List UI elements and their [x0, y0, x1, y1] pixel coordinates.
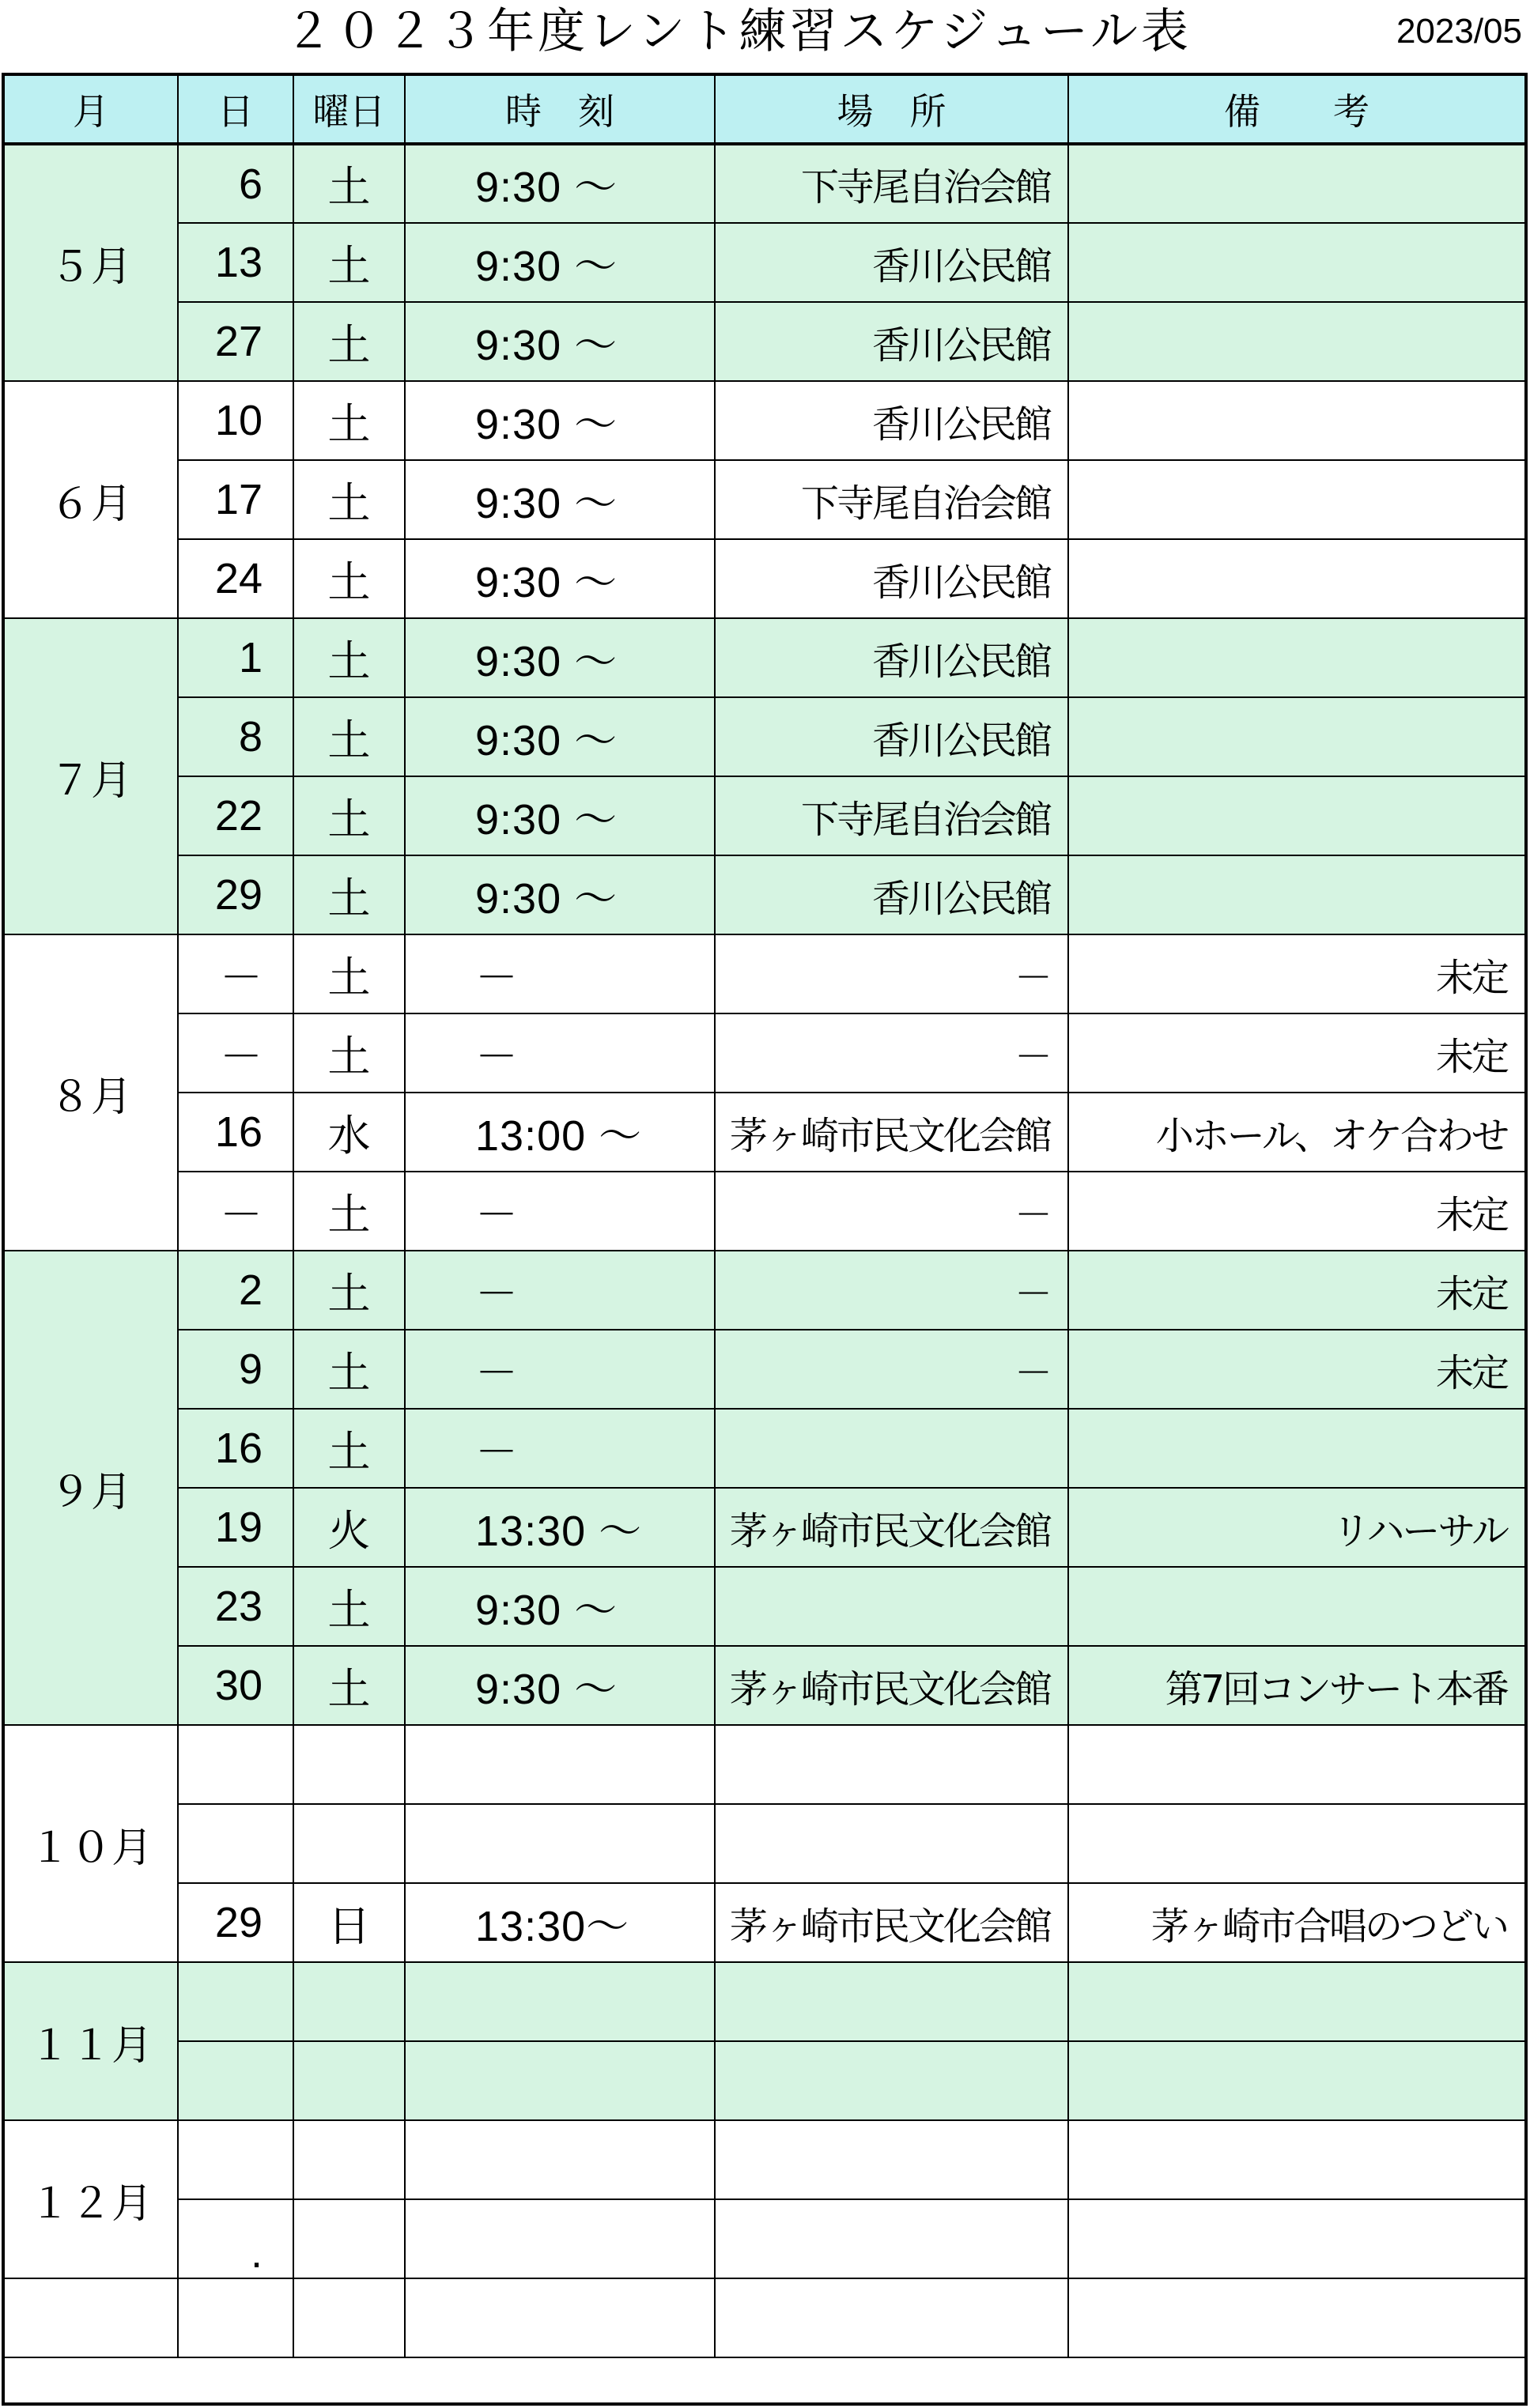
weekday-cell: 土: [293, 144, 405, 223]
note-cell: 小ホール、オケ合わせ: [1068, 1093, 1524, 1172]
venue-cell: 香川公民館: [715, 697, 1068, 776]
table-row: [5, 1883, 1524, 1962]
day-cell: .: [178, 2199, 293, 2278]
table-row: [5, 2120, 1524, 2199]
day-cell: 22: [178, 776, 293, 855]
month-label: ５月: [5, 144, 178, 381]
empty-cell: [5, 2278, 178, 2357]
time-cell: －: [405, 1409, 715, 1488]
time-cell: [405, 2120, 715, 2199]
month-label: １２月: [5, 2120, 178, 2278]
column-header-day: 日: [178, 76, 293, 144]
venue-cell: －: [715, 1251, 1068, 1330]
time-cell: 13:30 ～: [405, 1488, 715, 1567]
time-cell: [405, 1804, 715, 1883]
page-title: ２０２３年度レント練習スケジュール表: [285, 4, 1192, 59]
column-header-month: 月: [5, 76, 178, 144]
weekday-cell: 土: [293, 1567, 405, 1646]
note-cell: 未定: [1068, 1330, 1524, 1409]
venue-cell: 下寺尾自治会館: [715, 460, 1068, 539]
day-cell: 24: [178, 539, 293, 618]
venue-cell: 茅ヶ崎市民文化会館: [715, 1093, 1068, 1172]
day-cell: 17: [178, 460, 293, 539]
note-cell: [1068, 697, 1524, 776]
time-cell: 13:00 ～: [405, 1093, 715, 1172]
weekday-cell: 土: [293, 1409, 405, 1488]
note-cell: 未定: [1068, 1172, 1524, 1251]
day-cell: －: [178, 1013, 293, 1093]
day-cell: [178, 1804, 293, 1883]
time-cell: 9:30 ～: [405, 223, 715, 302]
weekday-cell: [293, 2199, 405, 2278]
venue-cell: [715, 1804, 1068, 1883]
weekday-cell: 日: [293, 1883, 405, 1962]
table-row: [5, 855, 1524, 934]
weekday-cell: [293, 1725, 405, 1804]
table-row: [5, 460, 1524, 539]
table-row: [5, 1013, 1524, 1093]
table-row: [5, 1172, 1524, 1251]
note-cell: [1068, 1804, 1524, 1883]
note-cell: [1068, 2120, 1524, 2199]
note-cell: 第7回コンサート本番: [1068, 1646, 1524, 1725]
note-cell: [1068, 2199, 1524, 2278]
table-row: [5, 1488, 1524, 1567]
table-row: [5, 934, 1524, 1013]
header-row: [5, 76, 1524, 144]
table-row: [5, 1330, 1524, 1409]
note-cell: [1068, 1409, 1524, 1488]
month-label: ７月: [5, 618, 178, 934]
venue-cell: 下寺尾自治会館: [715, 776, 1068, 855]
schedule-body: [5, 144, 1524, 2357]
table-row: [5, 1567, 1524, 1646]
venue-cell: [715, 1962, 1068, 2041]
note-cell: [1068, 460, 1524, 539]
venue-cell: 茅ヶ崎市民文化会館: [715, 1883, 1068, 1962]
document-date: 2023/05: [1396, 12, 1522, 51]
note-cell: [1068, 539, 1524, 618]
weekday-cell: 土: [293, 697, 405, 776]
weekday-cell: 土: [293, 1172, 405, 1251]
venue-cell: [715, 2041, 1068, 2120]
column-header-time: 時 刻: [405, 76, 715, 144]
note-cell: [1068, 776, 1524, 855]
day-cell: 10: [178, 381, 293, 460]
note-cell: リハーサル: [1068, 1488, 1524, 1567]
table-row: [5, 2041, 1524, 2120]
weekday-cell: 土: [293, 1251, 405, 1330]
weekday-cell: 土: [293, 1013, 405, 1093]
empty-cell: [293, 2278, 405, 2357]
time-cell: 9:30 ～: [405, 302, 715, 381]
venue-cell: [715, 1725, 1068, 1804]
weekday-cell: [293, 1804, 405, 1883]
weekday-cell: 土: [293, 460, 405, 539]
table-row: [5, 697, 1524, 776]
day-cell: 16: [178, 1409, 293, 1488]
venue-cell: 香川公民館: [715, 539, 1068, 618]
table-row: [5, 1646, 1524, 1725]
day-cell: [178, 2120, 293, 2199]
note-cell: [1068, 1725, 1524, 1804]
venue-cell: [715, 1409, 1068, 1488]
time-cell: －: [405, 1251, 715, 1330]
venue-cell: －: [715, 1013, 1068, 1093]
weekday-cell: 土: [293, 776, 405, 855]
column-header-notes: 備 考: [1068, 76, 1524, 144]
day-cell: 6: [178, 144, 293, 223]
weekday-cell: 土: [293, 618, 405, 697]
weekday-cell: 土: [293, 223, 405, 302]
empty-cell: [1068, 2278, 1524, 2357]
note-cell: [1068, 302, 1524, 381]
column-header-venue: 場 所: [715, 76, 1068, 144]
venue-cell: [715, 2120, 1068, 2199]
month-label: １０月: [5, 1725, 178, 1962]
table-row: [5, 618, 1524, 697]
time-cell: 9:30 ～: [405, 1567, 715, 1646]
time-cell: 9:30 ～: [405, 855, 715, 934]
table-row: [5, 776, 1524, 855]
weekday-cell: 土: [293, 381, 405, 460]
time-cell: 9:30 ～: [405, 618, 715, 697]
day-cell: 2: [178, 1251, 293, 1330]
time-cell: 9:30 ～: [405, 381, 715, 460]
time-cell: 13:30～: [405, 1883, 715, 1962]
day-cell: 13: [178, 223, 293, 302]
table-row: [5, 1093, 1524, 1172]
weekday-cell: [293, 1962, 405, 2041]
weekday-cell: 土: [293, 1330, 405, 1409]
venue-cell: [715, 1567, 1068, 1646]
day-cell: 16: [178, 1093, 293, 1172]
empty-cell: [178, 2278, 293, 2357]
time-cell: －: [405, 1330, 715, 1409]
table-row: [5, 144, 1524, 223]
note-cell: 未定: [1068, 1251, 1524, 1330]
table-row: [5, 539, 1524, 618]
time-cell: 9:30 ～: [405, 460, 715, 539]
note-cell: 未定: [1068, 934, 1524, 1013]
venue-cell: 下寺尾自治会館: [715, 144, 1068, 223]
month-label: １１月: [5, 1962, 178, 2120]
schedule-frame: [2, 73, 1528, 2406]
time-cell: －: [405, 934, 715, 1013]
note-cell: [1068, 2041, 1524, 2120]
column-header-weekday: 曜日: [293, 76, 405, 144]
note-cell: [1068, 1567, 1524, 1646]
table-row: [5, 223, 1524, 302]
day-cell: [178, 1725, 293, 1804]
weekday-cell: 土: [293, 302, 405, 381]
time-cell: －: [405, 1172, 715, 1251]
weekday-cell: 火: [293, 1488, 405, 1567]
month-label: ６月: [5, 381, 178, 618]
month-label: ９月: [5, 1251, 178, 1725]
weekday-cell: 水: [293, 1093, 405, 1172]
table-row: [5, 1962, 1524, 2041]
weekday-cell: 土: [293, 934, 405, 1013]
day-cell: 23: [178, 1567, 293, 1646]
venue-cell: 茅ヶ崎市民文化会館: [715, 1488, 1068, 1567]
time-cell: [405, 1725, 715, 1804]
day-cell: 8: [178, 697, 293, 776]
table-row: [5, 1725, 1524, 1804]
note-cell: [1068, 381, 1524, 460]
month-label: ８月: [5, 934, 178, 1251]
venue-cell: 香川公民館: [715, 381, 1068, 460]
time-cell: 9:30 ～: [405, 1646, 715, 1725]
day-cell: 27: [178, 302, 293, 381]
day-cell: [178, 2041, 293, 2120]
note-cell: [1068, 1962, 1524, 2041]
day-cell: 19: [178, 1488, 293, 1567]
note-cell: [1068, 144, 1524, 223]
note-cell: [1068, 223, 1524, 302]
schedule-table: [5, 76, 1524, 2358]
table-row: [5, 2199, 1524, 2278]
day-cell: －: [178, 934, 293, 1013]
venue-cell: －: [715, 1172, 1068, 1251]
table-row: [5, 302, 1524, 381]
venue-cell: －: [715, 934, 1068, 1013]
day-cell: 29: [178, 1883, 293, 1962]
time-cell: 9:30 ～: [405, 144, 715, 223]
table-row: [5, 1409, 1524, 1488]
venue-cell: 茅ヶ崎市民文化会館: [715, 1646, 1068, 1725]
note-cell: [1068, 855, 1524, 934]
table-row: [5, 381, 1524, 460]
day-cell: 29: [178, 855, 293, 934]
empty-cell: [405, 2278, 715, 2357]
time-cell: 9:30 ～: [405, 776, 715, 855]
weekday-cell: [293, 2041, 405, 2120]
venue-cell: 香川公民館: [715, 302, 1068, 381]
note-cell: 未定: [1068, 1013, 1524, 1093]
day-cell: 9: [178, 1330, 293, 1409]
note-cell: 茅ヶ崎市合唱のつどい: [1068, 1883, 1524, 1962]
note-cell: [1068, 618, 1524, 697]
venue-cell: 香川公民館: [715, 223, 1068, 302]
weekday-cell: 土: [293, 539, 405, 618]
time-cell: 9:30 ～: [405, 539, 715, 618]
table-row: [5, 1804, 1524, 1883]
weekday-cell: [293, 2120, 405, 2199]
venue-cell: [715, 2199, 1068, 2278]
day-cell: 1: [178, 618, 293, 697]
day-cell: －: [178, 1172, 293, 1251]
time-cell: [405, 1962, 715, 2041]
time-cell: [405, 2199, 715, 2278]
day-cell: [178, 1962, 293, 2041]
venue-cell: －: [715, 1330, 1068, 1409]
empty-cell: [715, 2278, 1068, 2357]
day-cell: 30: [178, 1646, 293, 1725]
weekday-cell: 土: [293, 1646, 405, 1725]
venue-cell: 香川公民館: [715, 855, 1068, 934]
weekday-cell: 土: [293, 855, 405, 934]
table-row: [5, 1251, 1524, 1330]
time-cell: [405, 2041, 715, 2120]
time-cell: 9:30 ～: [405, 697, 715, 776]
venue-cell: 香川公民館: [715, 618, 1068, 697]
empty-row: [5, 2278, 1524, 2357]
time-cell: －: [405, 1013, 715, 1093]
